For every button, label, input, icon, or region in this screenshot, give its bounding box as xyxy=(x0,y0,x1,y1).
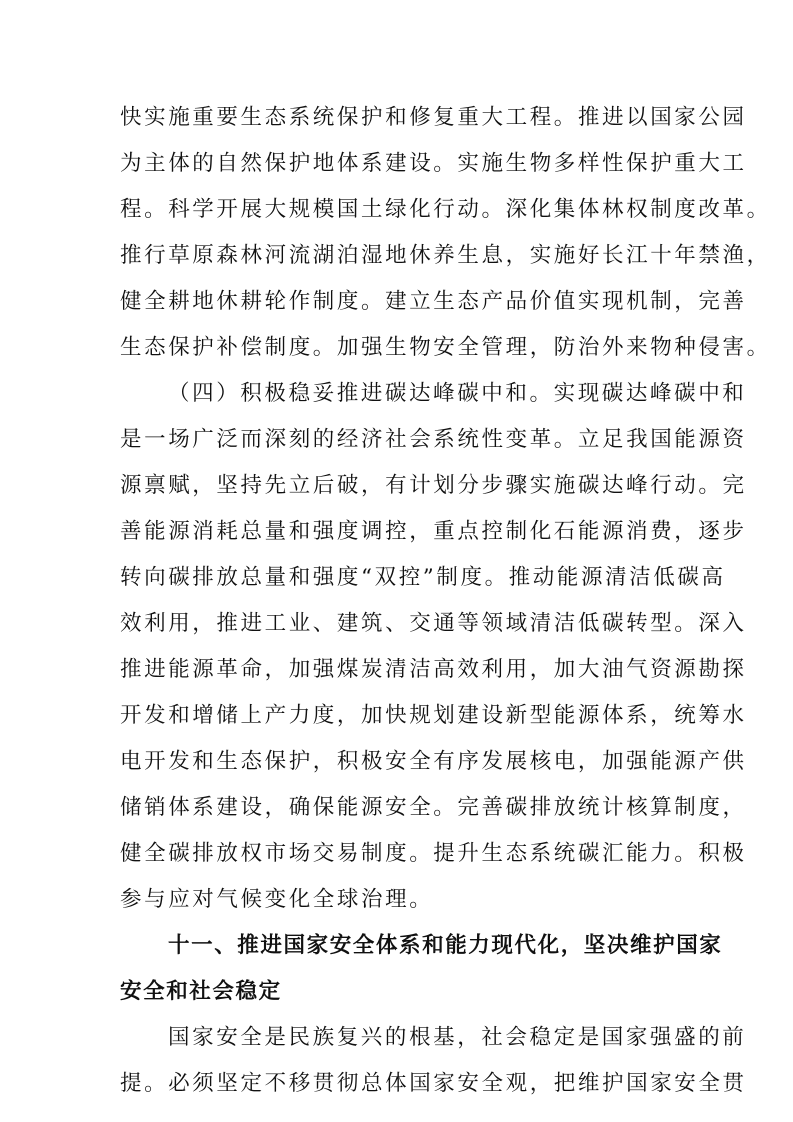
text-line: 参与应对气候变化全球治理。 xyxy=(120,887,434,912)
text-line: 推进能源革命，加强煤炭清洁高效利用，加大油气资源勘探 xyxy=(120,657,747,682)
text-line: 开发和增储上产力度，加快规划建设新型能源体系，统筹水 xyxy=(120,703,747,728)
text-line: 是一场广泛而深刻的经济社会系统性变革。立足我国能源资 xyxy=(120,427,747,452)
text-line: 健全碳排放权市场交易制度。提升生态系统碳汇能力。积极 xyxy=(120,841,747,866)
paragraph-first-line: 国家安全是民族复兴的根基，社会稳定是国家强盛的前 xyxy=(168,1025,747,1050)
section-heading-continued: 安全和社会稳定 xyxy=(120,979,282,1004)
text-line: 提。必须坚定不移贯彻总体国家安全观，把维护国家安全贯 xyxy=(120,1071,747,1096)
text-line: 推行草原森林河流湖泊湿地休养生息，实施好长江十年禁渔， xyxy=(120,243,771,268)
section-heading: 十一、推进国家安全体系和能力现代化，坚决维护国家 xyxy=(168,933,723,958)
text-line: 为主体的自然保护地体系建设。实施生物多样性保护重大工 xyxy=(120,151,747,176)
text-line: 储销体系建设，确保能源安全。完善碳排放统计核算制度， xyxy=(120,795,747,820)
paragraph-first-line: （四）积极稳妥推进碳达峰碳中和。实现碳达峰碳中和 xyxy=(168,381,747,406)
text-line: 源禀赋，坚持先立后破，有计划分步骤实施碳达峰行动。完 xyxy=(120,473,747,498)
text-line: 善能源消耗总量和强度调控，重点控制化石能源消费，逐步 xyxy=(120,519,747,544)
text-line: 生态保护补偿制度。加强生物安全管理，防治外来物种侵害。 xyxy=(120,335,771,360)
text-line: 转向碳排放总量和强度“双控”制度。推动能源清洁低碳高 xyxy=(120,565,726,590)
text-line: 健全耕地休耕轮作制度。建立生态产品价值实现机制，完善 xyxy=(120,289,747,314)
text-line: 快实施重要生态系统保护和修复重大工程。推进以国家公园 xyxy=(120,105,747,130)
text-line: 电开发和生态保护，积极安全有序发展核电，加强能源产供 xyxy=(120,749,747,774)
text-line: 程。科学开展大规模国土绿化行动。深化集体林权制度改革。 xyxy=(120,197,771,222)
text-line: 效利用，推进工业、建筑、交通等领域清洁低碳转型。深入 xyxy=(120,611,747,636)
